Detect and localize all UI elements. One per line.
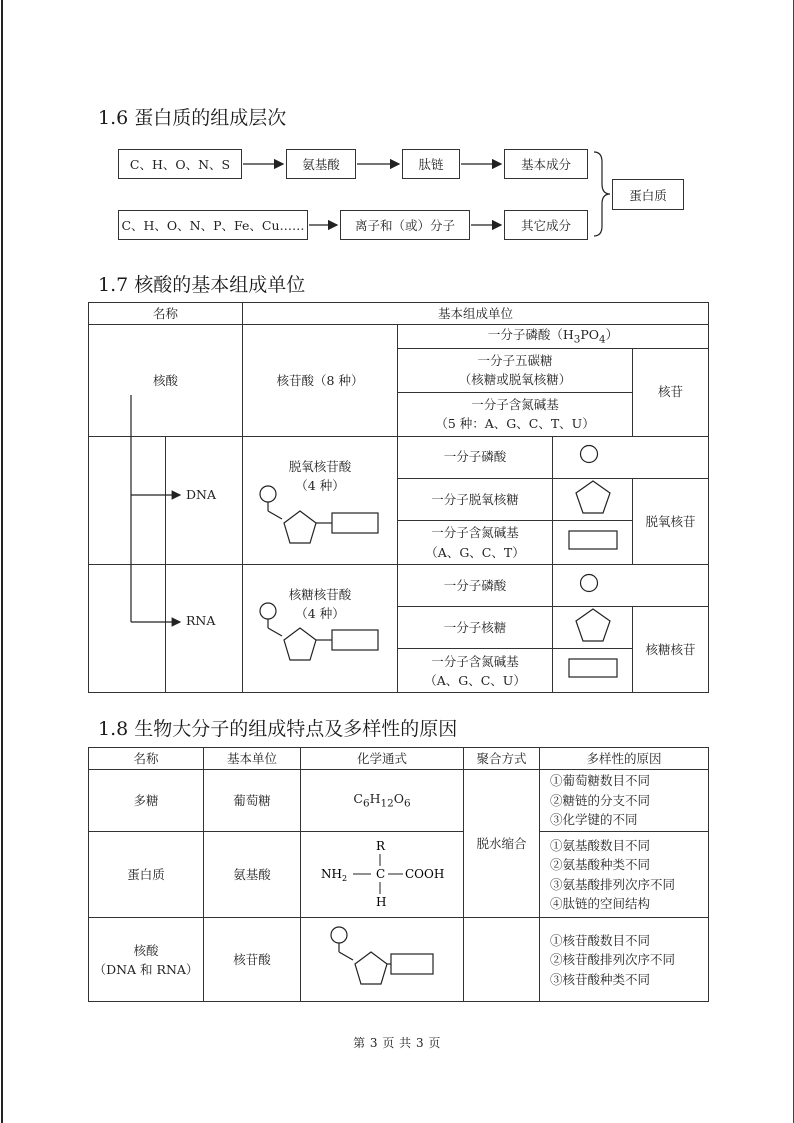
dna-nucleotide-diagram	[260, 486, 378, 543]
polymerization-cell: 脱水缩合	[464, 770, 540, 918]
nucleoside-cell: 核苷	[633, 348, 709, 436]
biomolecule-table	[88, 747, 709, 1002]
dna-sugar-cell: 一分子脱氧核糖	[398, 478, 553, 520]
svg-text:H: H	[376, 895, 387, 909]
col-header-name: 名称	[89, 748, 204, 770]
rna-nucleotide-diagram	[260, 603, 378, 660]
basic-component-box: 基本成分	[504, 149, 588, 179]
ions-molecules-box: 离子和（或）分子	[340, 210, 470, 240]
other-component-box: 其它成分	[504, 210, 588, 240]
col-header-formula: 化学通式	[301, 748, 464, 770]
dna-phosphate-cell: 一分子磷酸	[398, 436, 553, 478]
polysaccharide-name: 多糖	[89, 770, 204, 832]
dna-nucleoside-cell: 脱氧核苷	[633, 478, 709, 564]
amino-acid-structure-diagram	[317, 832, 447, 912]
col-header-unit: 基本单位	[204, 748, 301, 770]
nucleic-tree-overlay	[88, 302, 708, 692]
brace-icon	[594, 152, 610, 236]
nucleic-polymerization-empty	[464, 918, 540, 1002]
rna-nucleoside-cell: 核糖核苷	[633, 607, 709, 693]
header-basic-unit: 基本组成单位	[243, 303, 709, 325]
header-name: 名称	[89, 303, 243, 325]
svg-text:C: C	[376, 867, 386, 881]
phosphate-cell: 一分子磷酸$(H_3PO_4)$	[398, 325, 709, 349]
amino-acid-formula	[301, 832, 464, 918]
dna-label: DNA	[186, 487, 216, 502]
svg-text:COOH: COOH	[405, 867, 445, 881]
nucleotide-formula	[301, 918, 464, 1002]
base-cell: 一分子含氮碱基 （5 种：A、G、C、T、U）	[398, 392, 633, 436]
nucleic-reasons: ①核苷酸数目不同 ②核苷酸排列次序不同 ③核苷酸种类不同	[540, 918, 709, 1002]
dna-base-cell: 一分子含氮碱基 （A、G、C、T）	[398, 521, 553, 565]
polysaccharide-reasons: ①葡萄糖数目不同 ②糖链的分支不同 ③化学键的不同	[540, 770, 709, 832]
rna-nucleotide-cell: 核糖核苷酸 （4 种）	[243, 565, 398, 693]
protein-unit: 氨基酸	[204, 832, 301, 918]
rna-phosphate-cell: 一分子磷酸	[398, 565, 553, 607]
elements-box-2: C、H、O、N、P、Fe、Cu……	[118, 210, 308, 240]
svg-text:R: R	[376, 839, 386, 853]
page-footer: 第 3 页 共 3 页	[353, 1036, 441, 1050]
glucose-formula: $C_6H_{12}O_6$	[301, 770, 464, 832]
pentose-cell: 一分子五碳糖 （核糖或脱氧核糖）	[398, 348, 633, 392]
nucleic-acid-unit: 核苷酸	[204, 918, 301, 1002]
amino-acid-box: 氨基酸	[286, 149, 356, 179]
elements-box-1: C、H、O、N、S	[118, 149, 242, 179]
section-1-8-title: 1.8 生物大分子的组成特点及多样性的原因	[98, 718, 458, 740]
section-1-7-title: 1.7 核酸的基本组成单位	[98, 274, 306, 296]
col-header-diversity: 多样性的原因	[540, 748, 709, 770]
protein-reasons: ①氨基酸数目不同 ②氨基酸种类不同 ③氨基酸排列次序不同 ④肽链的空间结构	[540, 832, 709, 918]
rna-base-cell: 一分子含氮碱基 （A、G、C、U）	[398, 649, 553, 693]
peptide-chain-box: 肽链	[402, 149, 460, 179]
nucleotide-diagram	[327, 925, 437, 989]
nucleotide-cell: 核苷酸（8 种）	[243, 325, 398, 437]
section-1-6-title: 1.6 蛋白质的组成层次	[98, 107, 287, 129]
col-header-polymerization: 聚合方式	[464, 748, 540, 770]
protein-box: 蛋白质	[612, 179, 684, 210]
flow-arrows	[0, 140, 794, 250]
polysaccharide-unit: 葡萄糖	[204, 770, 301, 832]
protein-name: 蛋白质	[89, 832, 204, 918]
svg-text:NH2: $NH_2$	[321, 867, 348, 883]
nucleic-acid-name: 核酸 （DNA 和 RNA）	[89, 918, 204, 1002]
nucleic-acid-label: 核酸	[153, 372, 179, 388]
dna-nucleotide-cell: 脱氧核苷酸 （4 种）	[243, 436, 398, 564]
rna-label: RNA	[186, 613, 216, 628]
rna-sugar-cell: 一分子核糖	[398, 607, 553, 649]
